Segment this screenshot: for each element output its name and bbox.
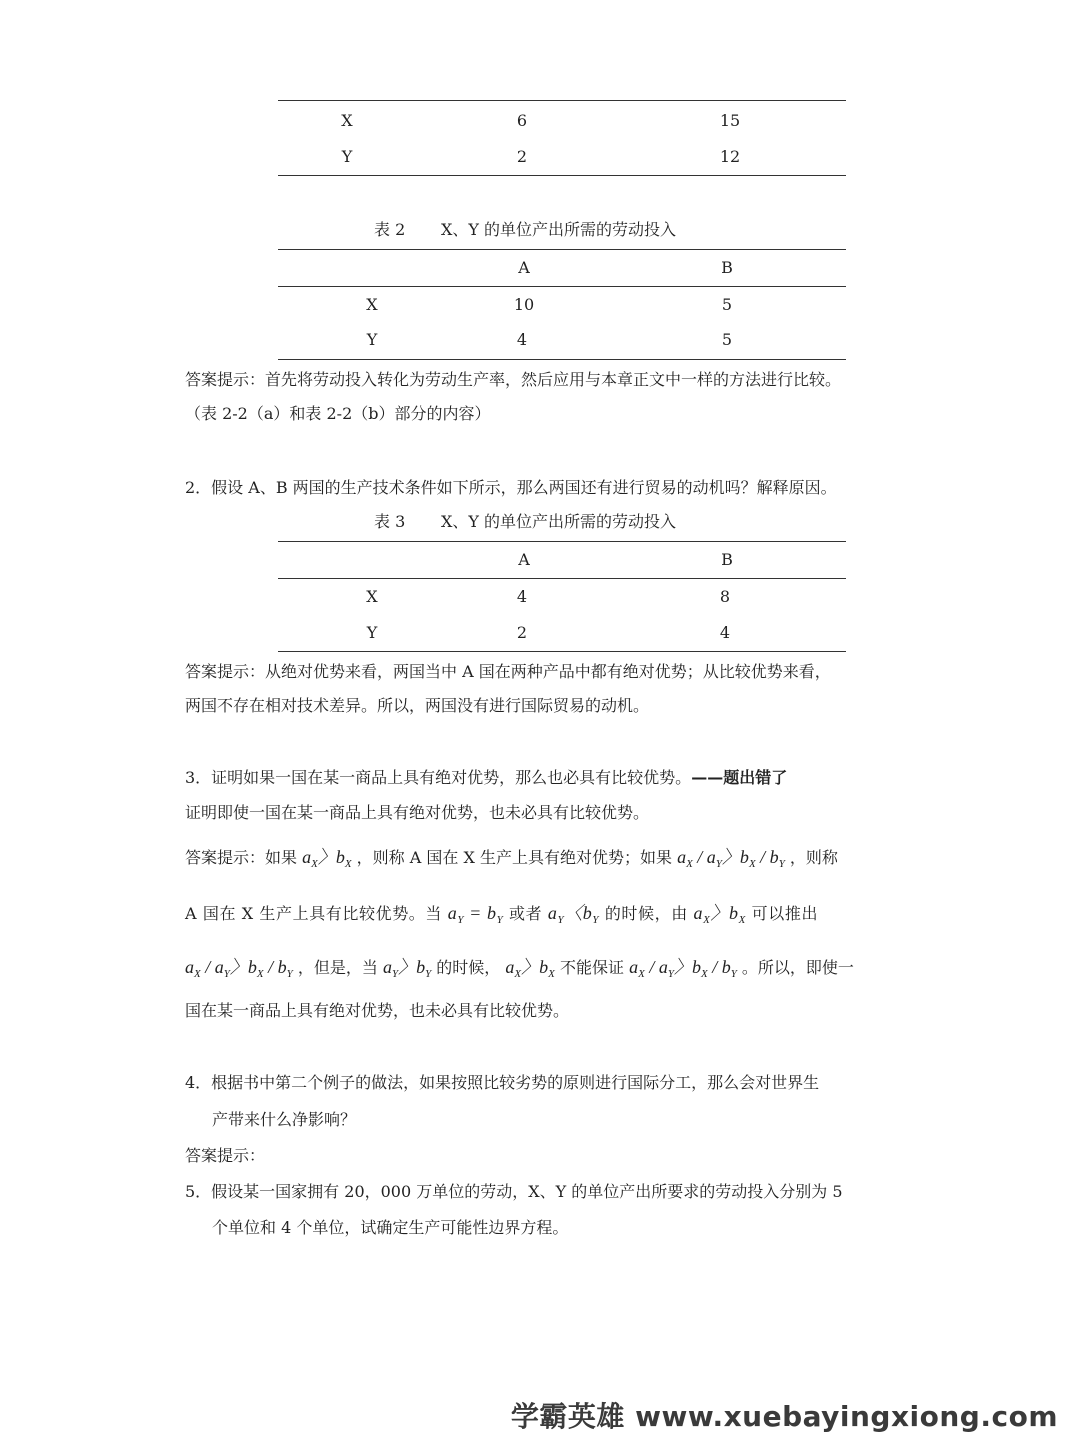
watermark: 学霸英雄 www.xuebayingxiong.com (510, 1400, 1058, 1433)
formula-ratio-a-gt-ratio-b: $a_X / a_Y$〉$b_X / b_Y$ (677, 847, 785, 870)
q3-answer-line1: 答案提示：如果 $a_X$〉$b_X$ ，则称 A 国在 X 生产上具有绝对优势；如果 $a_X / a_Y$〉$b_X / b_Y$ ，则称 (185, 847, 838, 870)
table2-top-rule (278, 249, 846, 250)
table1-row2-b: 12 (719, 147, 741, 166)
table3-row1-label: X (366, 587, 378, 606)
q3-corrected: 证明即使一国在某一商品上具有绝对优势，也未必具有比较优势。 (185, 803, 650, 822)
table3-row2-a: 2 (516, 623, 528, 642)
formula-ax-gt-bx-3: $a_X$〉$b_X$ (505, 957, 555, 980)
table3-bottom-rule (278, 651, 846, 652)
table2-bottom-rule (278, 359, 846, 360)
q1-answer-line1: 答案提示：首先将劳动投入转化为劳动生产率，然后应用与本章正文中一样的方法进行比较。 (185, 370, 842, 389)
table2-header-a: A (518, 258, 530, 277)
formula-ay-lt-by: $a_Y$〈$b_Y$ (547, 903, 600, 926)
table3-header-a: A (518, 550, 530, 569)
q3-answer-line2: A 国在 X 生产上具有比较优势。当 $a_Y = b_Y$ 或者 $a_Y$〈$b_Y$ 的时候，由 $a_X$〉$b_X$ 可以推出 (185, 903, 819, 926)
table2-row2-a: 4 (516, 330, 528, 349)
table1-row1-label: X (341, 111, 353, 130)
q2-answer-line2: 两国不存在相对技术差异。所以，两国没有进行国际贸易的动机。 (185, 696, 650, 715)
q2-answer-line1: 答案提示：从绝对优势来看，两国当中 A 国在两种产品中都有绝对优势；从比较优势来看， (185, 662, 831, 681)
table2-row1-b: 5 (721, 295, 733, 314)
table2-row2-b: 5 (721, 330, 733, 349)
table1-row2-a: 2 (516, 147, 528, 166)
table3-row1-b: 8 (719, 587, 731, 606)
table3-caption-number: 表 3 (374, 512, 406, 531)
table1-row1-b: 15 (719, 111, 741, 130)
q5-line1: 5．假设某一国家拥有 20，000 万单位的劳动，X、Y 的单位产出所要求的劳动投入分别为 5 (185, 1182, 843, 1201)
table2-caption-number: 表 2 (374, 220, 406, 239)
q2-question: 2．假设 A、B 两国的生产技术条件如下所示，那么两国还有进行贸易的动机吗？解释原因。 (185, 478, 837, 497)
table2-row2-label: Y (366, 330, 378, 349)
q3-answer-line3: $a_X / a_Y$〉$b_X / b_Y$ ，但是，当 $a_Y$〉$b_Y$ 的时候， $a_X$〉$b_X$ 不能保证 $a_X / a_Y$〉$b_X / b_Y$ 。所以，即使一 (185, 957, 854, 980)
table1-row1-a: 6 (516, 111, 528, 130)
q4-answer: 答案提示： (185, 1146, 266, 1165)
table3-mid-rule (278, 578, 846, 579)
table2-caption-text: X、Y 的单位产出所需的劳动投入 (441, 220, 677, 239)
table2-header-b: B (721, 258, 733, 277)
q3-note: ——题出错了 (691, 768, 788, 787)
table2-mid-rule (278, 286, 846, 287)
q4-line2: 产带来什么净影响？ (212, 1110, 357, 1129)
formula-ratio-a-gt-ratio-b-3: $a_X / a_Y$〉$b_X / b_Y$ (629, 957, 737, 980)
q1-answer-line2: （表 2-2（a）和表 2-2（b）部分的内容） (185, 404, 491, 423)
q3-question-text: 3．证明如果一国在某一商品上具有绝对优势，那么也必具有比较优势。 (185, 768, 692, 787)
table1-bottom-rule (278, 175, 846, 176)
formula-ay-eq-by: $a_Y = b_Y$ (447, 903, 504, 926)
table3-row1-a: 4 (516, 587, 528, 606)
table3-header-b: B (721, 550, 733, 569)
table1-top-rule (278, 100, 846, 101)
table1-row2-label: Y (341, 147, 353, 166)
q4-line1: 4．根据书中第二个例子的做法，如果按照比较劣势的原则进行国际分工，那么会对世界生 (185, 1073, 820, 1092)
formula-ax-gt-bx-2: $a_X$〉$b_X$ (693, 903, 746, 926)
table3-top-rule (278, 541, 846, 542)
table3-row2-label: Y (366, 623, 378, 642)
table2-row1-a: 10 (513, 295, 535, 314)
table3-row2-b: 4 (719, 623, 731, 642)
formula-ratio-a-gt-ratio-b-2: $a_X / a_Y$〉$b_X / b_Y$ (185, 957, 293, 980)
table2-row1-label: X (366, 295, 378, 314)
formula-ax-gt-bx: $a_X$〉$b_X$ (302, 847, 352, 870)
formula-ay-gt-by: $a_Y$〉$b_Y$ (382, 957, 432, 980)
table3-caption-text: X、Y 的单位产出所需的劳动投入 (441, 512, 677, 531)
q5-line2: 个单位和 4 个单位，试确定生产可能性边界方程。 (212, 1218, 569, 1237)
q3-question (185, 770, 787, 786)
q3-answer-line4: 国在某一商品上具有绝对优势，也未必具有比较优势。 (185, 1001, 570, 1020)
